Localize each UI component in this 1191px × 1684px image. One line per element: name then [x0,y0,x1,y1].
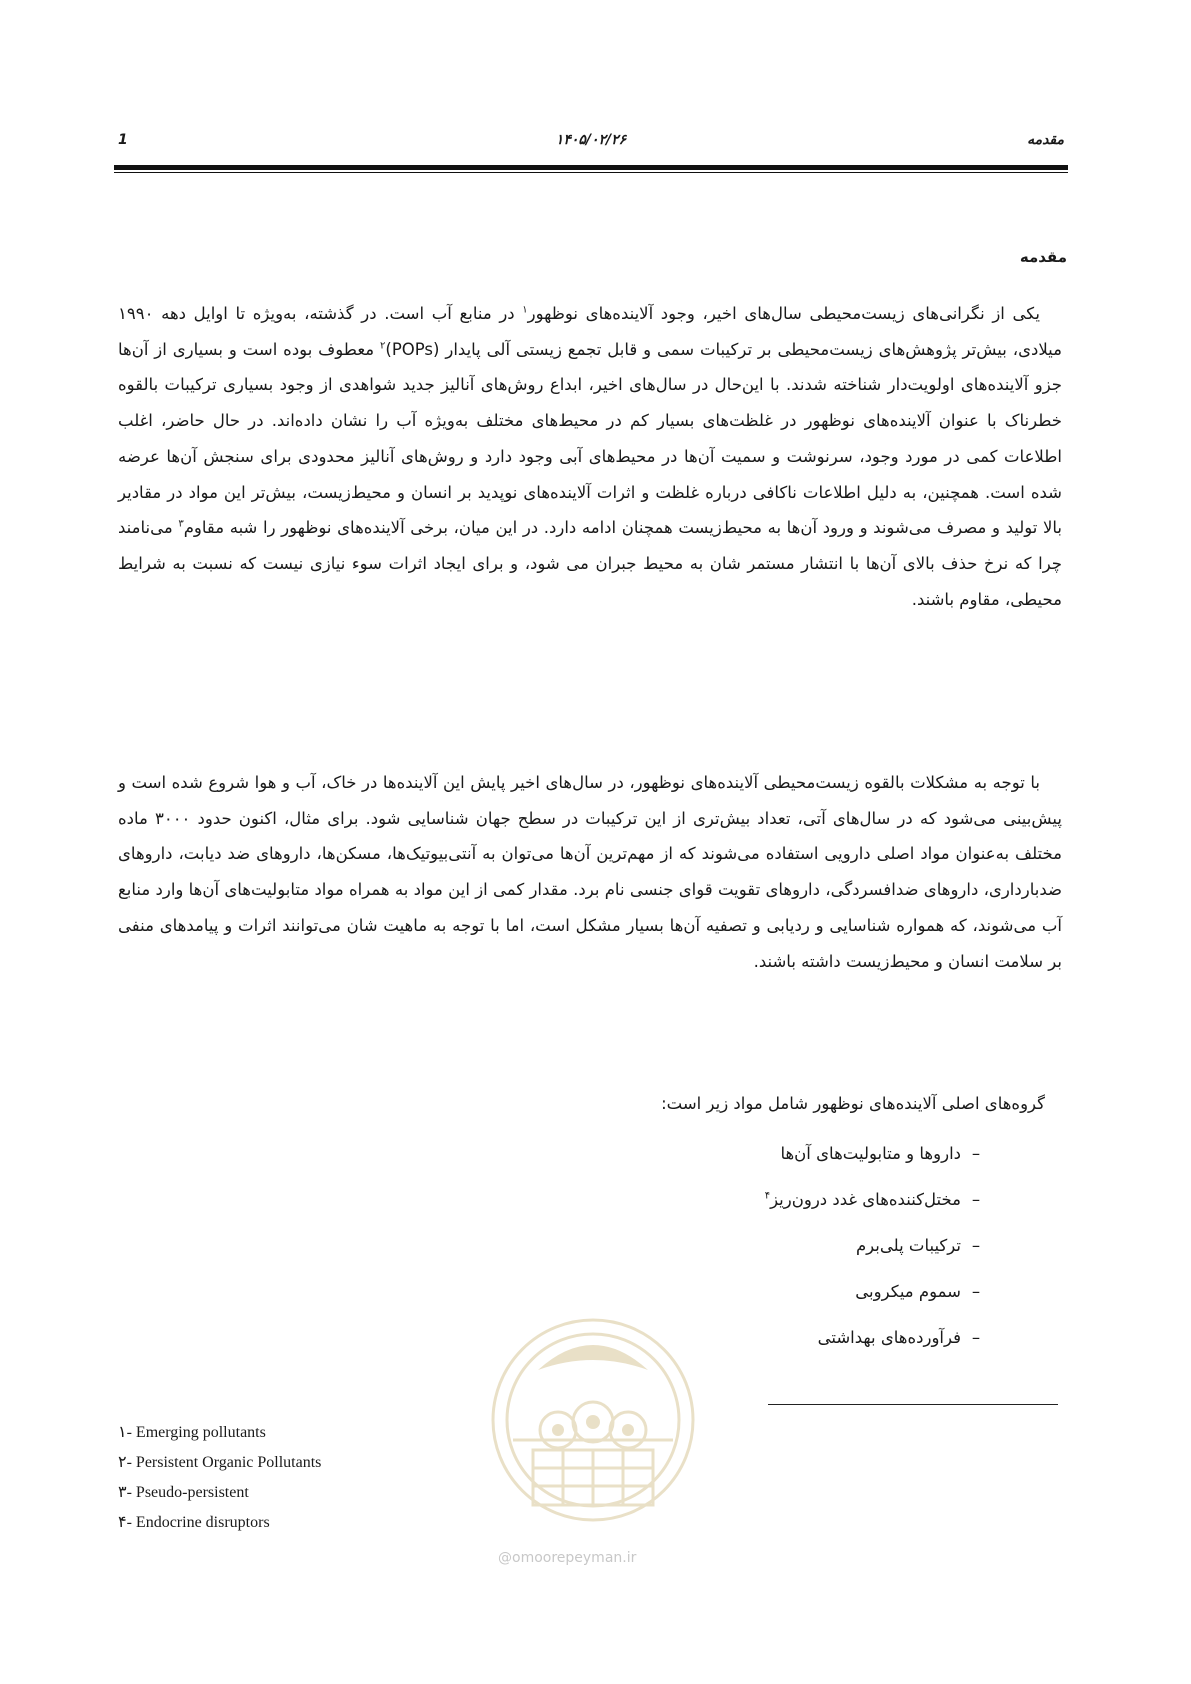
paragraph-1-part-1: یکی از نگرانی‌های زیست‌محیطی سال‌های اخیر، وجود آلاینده‌های نوظهور [527,304,1040,323]
running-header [118,132,1064,158]
footnote: ۳- Pseudo-persistent [118,1484,249,1501]
header-rule-thin [114,172,1068,173]
page-number: 1 [118,132,128,148]
list-item [765,1182,991,1228]
footnote-ref-1: ۱ [522,304,528,316]
footnote: ۱- Emerging pollutants [118,1424,266,1441]
list-item-text: ترکیبات پلی‌برم [855,1236,961,1255]
paragraph-1-part-3: معطوف بوده است و بسیاری از آن‌ها جزو آلاینده‌های اولویت‌دار شناخته شدند. با این‌حال در سال‌های اخیر، ابداع روش‌های آنالیز جدید شواهدی از وجود بسیاری ترکیبات بالقوه خطرناک با عنوان آلاینده‌های نوظهور در غلظت‌های بسیار کم در محیط‌های مختلف به‌ویژه آب را نشان داده‌اند. در حال حاضر، اغلب اطلاعات کمی در مورد وجود، سرنوشت و سمیت آن‌ها در محیط‌های آبی وجود دارد و روش‌های آنالیز محدودی برای سنجش آن‌ها عرضه شده است. همچنین، به دلیل اطلاعات ناکافی درباره غلظت و اثرات آلاینده‌های نوپدید بر انسان و محیط‌زیست، بیش‌تر این مواد در مقادیر بالا تولید و مصرف می‌شوند و ورود آن‌ها به محیط‌زیست همچنان ادامه دارد. در این میان، برخی آلاینده‌های نوظهور را شبه مقاوم [118,339,1063,538]
footnote-ref-4: ۴ [764,1190,771,1202]
header-date: ۱۴۰۵/۰۲/۲۶ [555,132,627,148]
watermark-logo [478,1290,708,1570]
list-item [765,1274,991,1320]
list-item [765,1136,991,1182]
footnote-ref-2: ۲ [380,340,386,352]
list-item [765,1228,991,1274]
footnote: ۴- Endocrine disruptors [118,1514,270,1531]
footnote-separator [768,1404,1058,1405]
footnote-ref-3: ۳ [178,518,184,530]
paragraph-1 [118,296,1062,617]
list-dash: – [971,1328,981,1347]
list-dash: – [971,1190,981,1209]
paragraph-1-part-4: می‌نامند چرا که نرخ حذف بالای آن‌ها با انتشار مستمر شان به محیط جبران می شود، و برای ایجاد اثرات سوء نیازی نیست که نسبت به شرایط محیطی، مقاوم باشند. [118,518,1062,609]
paragraph-2: با توجه به مشکلات بالقوه زیست‌محیطی آلاینده‌های نوظهور، در سال‌های اخیر پایش این آلاینده‌ها در خاک، آب و هوا شروع شده است و پیش‌بینی می‌شود که در سال‌های آتی، تعداد بیش‌تری از این ترکیبات در سطح جهان شناسایی شود. برای مثال، اکنون حدود ۳۰۰۰ ماده مختلف به‌عنوان مواد اصلی دارویی استفاده می‌شوند که از مهم‌ترین آن‌ها می‌توان به آنتی‌بیوتیک‌ها، مسکن‌ها، داروهای ضد دیابت، داروهای ضدبارداری، داروهای ضدافسردگی، داروهای تقویت قوای جنسی نام برد. مقدار کمی از این مواد به همراه مواد متابولیت‌های آن‌ها وارد منابع آب می‌شوند، که همواره شناسایی و ردیابی و تصفیه آن‌ها بسیار مشکل است، اما با توجه به ماهیت شان می‌توانند اثرات و پیامدهای منفی بر سلامت انسان و محیط‌زیست داشته باشند. [118,773,1062,971]
paragraph-3: گروه‌های اصلی آلاینده‌های نوظهور شامل مواد زیر است: [661,1094,1045,1113]
list-item-text: سموم میکروبی [855,1282,961,1301]
section-title: مقدمه [1019,248,1067,266]
list-dash: – [971,1282,981,1301]
list-item-text: مختل‌کننده‌های غدد درون‌ریز [770,1190,961,1209]
watermark-text: @omoorepeyman.ir [498,1550,637,1566]
footnote: ۲- Persistent Organic Pollutants [118,1454,322,1471]
pollutant-groups-list [765,1136,991,1366]
header-rule-thick [114,165,1068,170]
header-title: مقدمه [1027,132,1064,148]
footnotes [118,1418,321,1538]
list-dash: – [971,1144,981,1163]
list-item [765,1320,991,1366]
list-item-text: فرآورده‌های بهداشتی [817,1328,961,1347]
paragraph-1-part-2: در منابع آب است. در گذشته، به‌ویژه تا اوایل دهه ۱۹۹۰ میلادی، بیش‌تر پژوهش‌های زیست‌محیطی بر ترکیبات سمی و قابل تجمع زیستی آلی پایدار (POPs) [118,304,1062,359]
list-item-text: داروها و متابولیت‌های آن‌ها [780,1144,961,1163]
list-dash: – [971,1236,981,1255]
